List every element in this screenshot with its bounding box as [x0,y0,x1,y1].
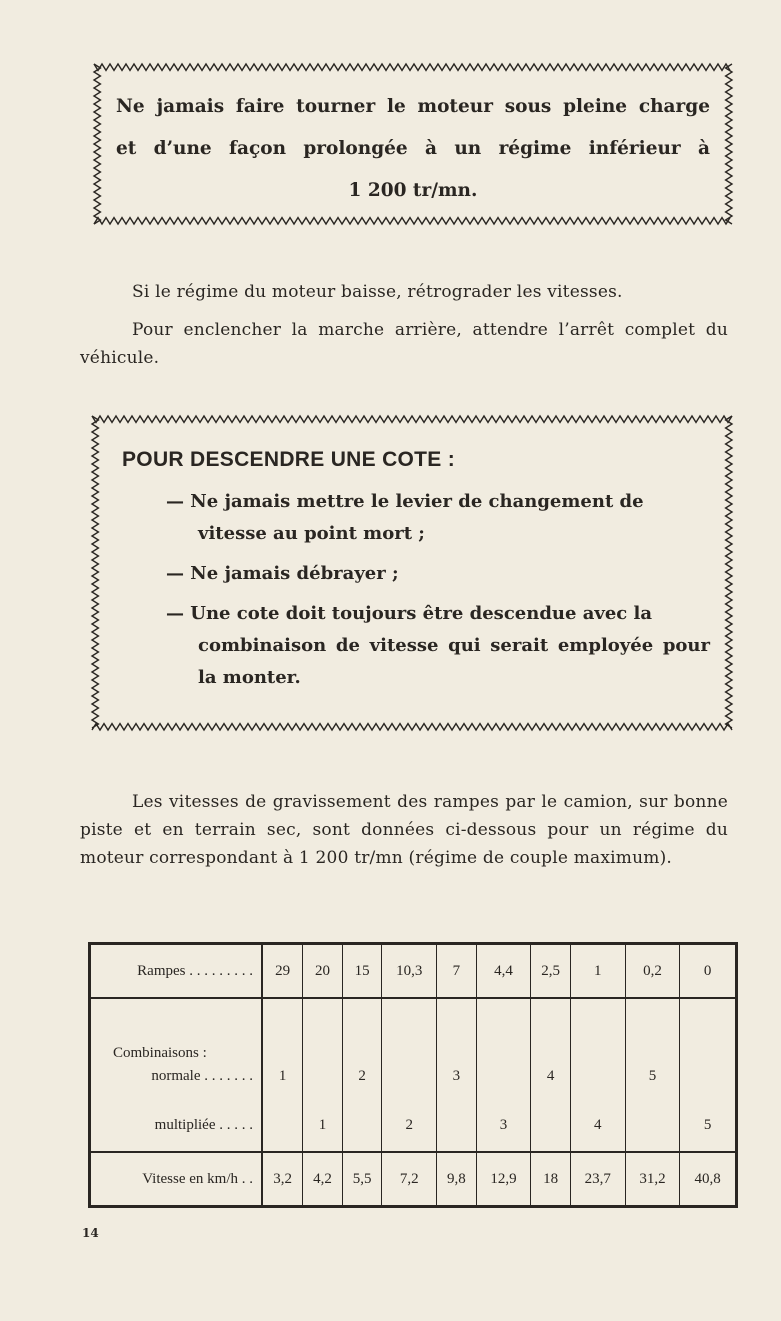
row-label-combinaisons: Combinaisons : [113,1045,207,1061]
row-label-rampes: Rampes . . . . . . . . . [90,944,263,999]
paragraph-climbing-speeds: Les vitesses de gravissement des rampes par le camion, sur bonne piste et en terrain sec, sont données ci-dessous pour un régime du moteur correspondant à 1 200 tr/mn (régime de couple maximum). [80,792,728,868]
cell-normale-8 [570,998,625,1099]
cell-normale-6 [476,998,531,1099]
cell-normale-1: 1 [262,998,303,1099]
cell-vitesse-5: 9,8 [437,1152,477,1207]
table-row-vitesse [90,1152,737,1207]
cell-rampes-4: 10,3 [382,944,437,999]
cell-vitesse-4: 7,2 [382,1152,437,1207]
table-row-multipliee [90,1099,737,1152]
cell-normale-7: 4 [531,998,571,1099]
descent-item-3-cont: combinaison de vitesse qui serait employée pour la monter. [198,635,710,688]
cell-rampes-7: 2,5 [531,944,571,999]
cell-multipliee-10: 5 [680,1099,737,1152]
descent-item-3-first: — Une cote doit toujours être descendue avec la [166,603,653,624]
cell-vitesse-10: 40,8 [680,1152,737,1207]
climbing-speed-table [88,942,738,1208]
paragraph-reverse: Pour enclencher la marche arrière, attendre l’arrêt complet du véhicule. [80,320,728,368]
cell-rampes-9: 0,2 [625,944,680,999]
table-row-rampes [90,944,737,999]
cell-normale-4 [382,998,437,1099]
cell-normale-10 [680,998,737,1099]
descent-item-1-cont: vitesse au point mort ; [198,523,425,544]
descent-item-3 [166,598,710,694]
cell-rampes-3: 15 [342,944,382,999]
cell-rampes-1: 29 [262,944,303,999]
warning-line-2: et d’une façon prolongée à un régime inférieur à [116,138,710,159]
cell-rampes-8: 1 [570,944,625,999]
cell-vitesse-9: 31,2 [625,1152,680,1207]
cell-multipliee-3 [342,1099,382,1152]
cell-vitesse-3: 5,5 [342,1152,382,1207]
descent-item-2 [166,558,710,590]
cell-vitesse-8: 23,7 [570,1152,625,1207]
descent-item-1 [166,486,710,550]
descent-item-2-first: — Ne jamais débrayer ; [166,563,399,584]
cell-multipliee-8: 4 [570,1099,625,1152]
paragraph-downshift: Si le régime du moteur baisse, rétrograder les vitesses. [132,282,623,302]
page-number: 14 [82,1226,99,1240]
cell-rampes-6: 4,4 [476,944,531,999]
cell-vitesse-6: 12,9 [476,1152,531,1207]
cell-multipliee-2: 1 [303,1099,343,1152]
cell-vitesse-7: 18 [531,1152,571,1207]
cell-multipliee-5 [437,1099,477,1152]
descent-item-1-first: — Ne jamais mettre le levier de changement de [166,491,644,512]
warning-box-descent [88,412,736,734]
cell-normale-5: 3 [437,998,477,1099]
row-label-vitesse: Vitesse en km/h . . [90,1152,263,1207]
cell-multipliee-6: 3 [476,1099,531,1152]
cell-rampes-5: 7 [437,944,477,999]
warning-line-3: 1 200 tr/mn. [348,180,478,201]
cell-multipliee-4: 2 [382,1099,437,1152]
row-label-normale [90,998,263,1099]
cell-multipliee-9 [625,1099,680,1152]
table-row-normale [90,998,737,1099]
row-label-multipliee: multipliée . . . . . [90,1099,263,1152]
cell-normale-9: 5 [625,998,680,1099]
descent-title: POUR DESCENDRE UNE COTE : [122,448,456,471]
cell-multipliee-7 [531,1099,571,1152]
warning-line-1: Ne jamais faire tourner le moteur sous pleine charge [116,96,710,117]
cell-vitesse-1: 3,2 [262,1152,303,1207]
cell-normale-3: 2 [342,998,382,1099]
row-label-normale-text: normale . . . . . . . [151,1068,253,1084]
warning-box-engine-speed [90,60,736,228]
cell-vitesse-2: 4,2 [303,1152,343,1207]
cell-normale-2 [303,998,343,1099]
cell-rampes-2: 20 [303,944,343,999]
cell-multipliee-1 [262,1099,303,1152]
cell-rampes-10: 0 [680,944,737,999]
